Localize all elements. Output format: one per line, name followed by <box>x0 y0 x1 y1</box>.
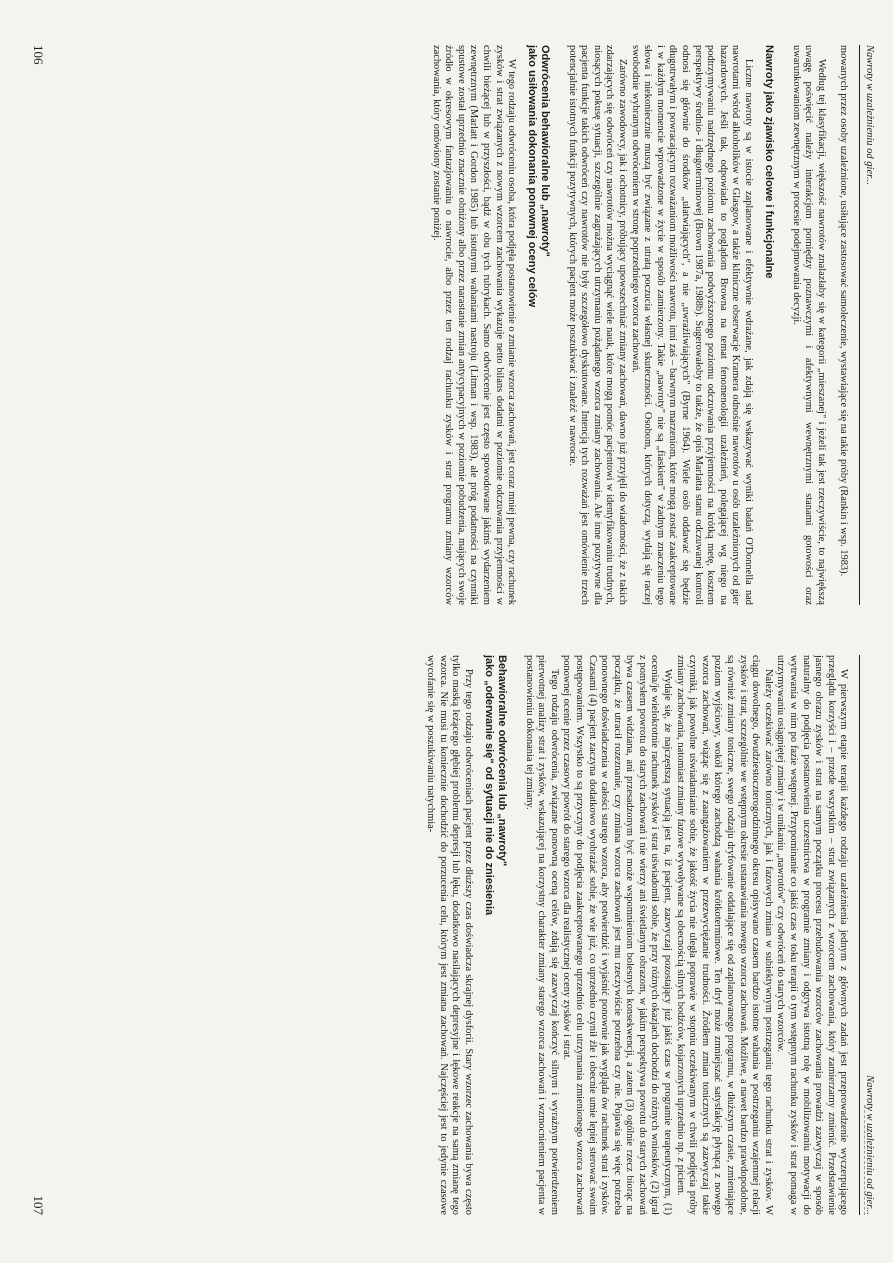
paragraph: Liczne nawroty są w istocie zaplanowane i efektywnie wdrażane, jak zdają się wskazywać wyniki badań O'Donnella nad nawrotami wśród alkoholików w Glasgow, a także kliniczne obserwacje Kramera odnośnie nawrotów u osób uzależnionych od gier hazardowych. Jeśli tak, odpowiada to poglądom Browna na temat fenomenologii uzależnień, polegającej wg niego na podtrzymywaniu nadrzędnego poziomu zachowania podwyższonego poziomu odczuwania przyjemności na krótką metę, kosztem perspektywy średnio- i długoterminowej (Brown 1987a, 1988b). Sugerowałoby to także, że opis Marlatta stanu odczuwanej kontroli odnosi się głównie do środków „ułatwiających", a nie „uwrażliwiających" (Byrne 1964). Wiele osób oddawać się będzie długotrwałym i powracającym rozważaniom możliwości nawrotu, inni zaś – barwnym marzeniom, które mogą zostać zaakceptowane i w każdym momencie wprowadzone w życie w sposób zamierzony. Takie „nawroty" nie są „fiaskiem" w żadnym znaczeniu tego słowa i niekoniecznie muszą być związane z utratą poczucia własnej skuteczności. Osobom, których dotyczą, wydają się raczej swobodnie wybranym odwróceniem w stronę poprzedniego wzorca zachowań. <box>629 45 755 605</box>
scan-artifact <box>860 1105 865 1215</box>
paragraph: Zarówno zawodowcy, jak i ochotnicy, próbujący upowszechniać zmiany zachowań, dawno już przyjęli do wiadomości, że z takich zdarzających się odwróceń czy nawrotów można wyciągnąć wiele nauk, które mogą pomóc pacjentowi w identyfikowaniu trudnych, niosących pokusę sytuacji, szczególnie zagrażających utrzymaniu pożądanego wzorca zmiany zachowania. Ale inne pozytywne dla pacjenta funkcje takich odwróceń czy nawrotów nie były szczegółowo dyskutowane. Intencją tych rozważań jest omówienie trzech potencjalnie istotnych funkcji pozytywnych, których pacjent może poszukiwać i znaleźć w nawrocie. <box>566 45 629 605</box>
page-number: 107 <box>30 1195 46 1215</box>
paragraph: mowanych przez osoby uzależnione, usiłujące zastosować samoleczenie, wystawiające się na takie próby (Rankin i wsp. 1983). <box>838 45 850 577</box>
heading-line: jako usiłowania dokonania ponownej oceny celów <box>526 45 539 308</box>
right-page <box>25 655 875 1215</box>
section-heading: Nawroty jako zjawisko celowe i funkcjonalne <box>763 45 776 279</box>
paragraph: Tego rodzaju odwrócenia, związane ponowną oceną celów, zdają się zazwyczaj kończyć silnym i wyraźnym potwierdzeniem pierwotnej analizy strat i zysków, wskazującej na korzystny charakter zmiany starego wzorca zachowań i wzmocnieniem pacjenta w postanowieniu dokonania tej zmiany. <box>523 655 560 1215</box>
heading-line: Odwrócenia behawioralne lub „nawroty" <box>539 45 552 257</box>
paragraph: Należy oczekiwać zarówno tonicznych, jak i fazowych zmian w subiektywnym postrzeganiu tego rachunku strat i zysków. W ciągu dowolnego, dwudziestoczterogodzinnego okresu opisywano czasem bardzo istotne wahania w postrzeganiu wzajemnej relacji zysków i strat, szczególnie we wstępnym okresie ustanawiania nowego wzorca zachowań. Możliwe, a nawet bardzo prawdopodobne, są również zmiany toniczne, swego rodzaju dryfowanie oddalające się od zaplanowanego programu, w dłuższym czasie, zmieniające poziom wyjściowy, wokół którego zachodzą wahania krótkoterminowe. Ten dryf może zmniejszać satysfakcję płynącą z nowego wzorca zachowań, wiążąc się z zaangażowaniem w przezwyciężanie trudności. Źródłem zmian tonicznych są zazwyczaj takie czynniki, jak powolne uświadamianie sobie, że jakość życia nie uległa poprawie w stopniu oczekiwanym w chwili podjęcia próby zmiany zachowania, natomiast zmiany fazowe wywoływane są obecnością silnych bodźców, kojarzonych uprzednio np. z piciem. <box>674 655 774 1215</box>
paragraph: W pierwszym etapie terapii każdego rodzaju uzależnienia jednym z głównych zadań jest przeprowadzenie wyczerpującego przeglądu korzyści i – przede wszystkim – strat związanych z wzorcem zachowania, który zamierzamy zmienić. Przedstawienie jasnego obrazu zysków i strat na samym początku procesu przebudowania wzorców zachowania prowadzi zazwyczaj w sposób naturalny do podjęcia postanowienia uczestnictwa w programie zmiany i odgrywa istotną rolę w mobilizowaniu motywacji do wytrwania w nim po fazie wstępnej. Przypominanie co jakiś czas w toku terapii o tym wstępnym rachunku zysków i strat pomaga w utrzymywaniu osiągniętej zmiany i w unikaniu „nawrotów" czy odwróceń do starych wzorców. <box>775 655 850 1215</box>
heading-line: Behawioralne odwrócenia lub „nawroty" <box>495 655 508 867</box>
section-heading <box>525 45 551 605</box>
paragraph: Przy tego rodzaju odwróceniach pacjent przez dłuższy czas doświadcza skrajnej dysforii. Stary wzorzec zachowania bywa często tylko maską leżącego głębiej problemu depresji lub lęku, dodatkowo nasilających depresyjne i lękowe reakcje na samą zmianę tego wzorca. Nie musi tu koniecznie dochodzić do porzucenia celu, którym jest zmiana zachowań. Najczęściej jest to jedynie czasowe wycofanie się w poszukiwaniu natychmia- <box>425 655 474 1215</box>
paragraph: Wydaje się, że najczęstszą sytuacją jest ta, iż pacjent, zazwyczaj pozostający już jakiś czas w programie terapeutycznym, (1) ocenia/je wielokrotnie rachunek zysków i strat uświadomił sobie, że przy różnych okazjach dochodzi do różnych wniosków, (2) igrał z pomysłem powrotu do starych zachowań i nie wierzy ani świetlanym obrazom, w jakim perspektywa powrotu do starych zachowań bywa czasem widziana, ani przesadzonym być może wspomnieniom bolesnych konsekwencji, a zatem (3) ogólnie rzecz biorąc na początku, że utracił rozeznanie, czy zmiana wzorca zachowań jest mu rzeczywiście potrzebna czy nie. Pojawia się więc potrzeba ponownego doświadczenia w całości starego wzorca, aby potwierdzić i wyjaśnić ponownie jak wygląda ów rachunek strat i zysków. Czasami (4) pacjent zaczyna dodatkowo wyobrażać sobie, że wie już, co uprzednio czynił źle i obecnie umie lepiej sterować swoim postępowaniem. Wszystko to są przyczyny do podjęcia zaakceptowanego uprzednio celu utrzymania zmienionego wzorca zachowań ponownej ocenie przez czasowy powrót do starego wzorca dla realistycznej oceny zysków i strat. <box>561 655 674 1215</box>
heading-line: jako „oderwanie się" od sytuacji nie do zniesienia <box>482 655 495 916</box>
left-page <box>25 45 875 605</box>
paragraph: W tego rodzaju odwróceniu osoba, która podjęła postanowienie o zmianie wzorca zachowań, jest coraz mniej pewna, czy rachunek zysków i strat związanych z nowym wzorcem zachowania wykazuje netto bilans dodatni w poziomie odczuwania przyjemności w chwili bieżącej lub w przyszłości, bądź w obu tych rubrykach. Samo odwrócenie jest często spowodowane jakimś wydarzeniem zewnętrznym (Marlatt i Gordon 1985) lub istotnymi wahaniami nastroju (Litman i wsp. 1983), ale próg podatności na czynniki spustowe został uprzednio znacznie obniżony albo przez narastanie zmian antycypacyjnych w poziomie pobudzenia, mających swoje źródło w okresowym fantazjowaniu o nawrocie, albo przez ten rodzaj rachunku zysków i strat programu zmiany wzorców zachowania, który omówiony zostanie poniżej. <box>430 45 518 605</box>
section-heading <box>482 655 508 1215</box>
running-header: Nawroty w uzależnieniu od gier... <box>859 45 875 605</box>
running-header: Nawroty w uzależnieniu od gier... <box>859 655 875 1215</box>
page-number: 106 <box>30 45 46 65</box>
paragraph: Według tej klasyfikacji, większość nawrotów znalazłaby się w kategorii „mieszanej" i jeżeli tak jest rzeczywiście, to największą uwagę poświęcić należy interakcjom pomiędzy poznawczymi i afektywnymi wewnętrznymi stanami gotowości oraz uwarunkowaniom zewnętrznym w procesie podejmowania decyzji. <box>790 45 827 605</box>
